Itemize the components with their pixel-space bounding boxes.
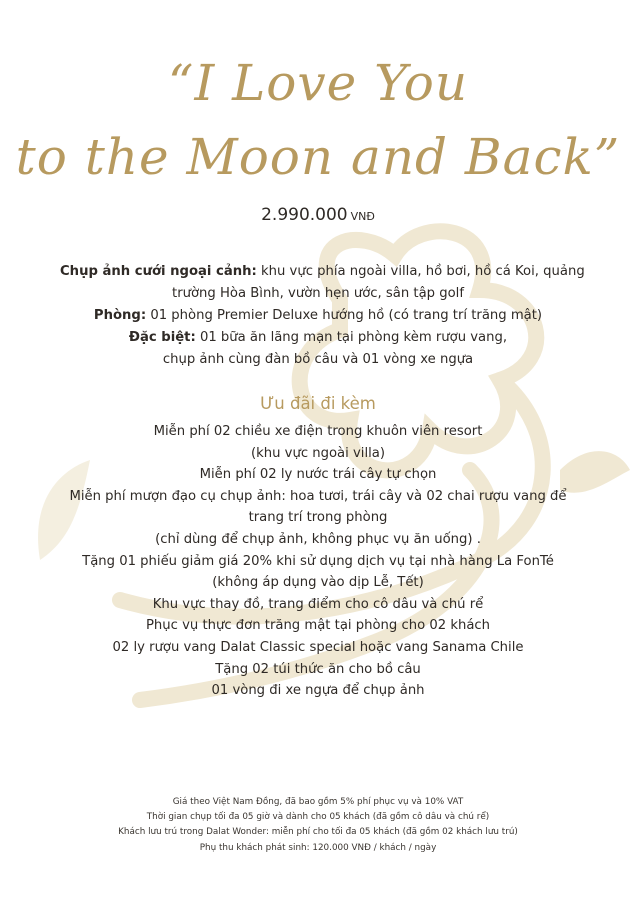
benefit-item: (không áp dụng vào dịp Lễ, Tết) (212, 575, 424, 591)
price-currency: VNĐ (350, 210, 375, 223)
package-details (60, 261, 585, 371)
benefit-item: Miễn phí 02 chiều xe điện trong khuôn viên resort (153, 424, 483, 439)
title-line-1: “I Love You (167, 54, 469, 112)
detail-line: trường Hòa Bình, vườn hẹn ước, sân tập golf (172, 286, 464, 301)
detail-line: Đặc biệt: 01 bữa ăn lãng mạn tại phòng kèm rượu vang, (128, 330, 508, 345)
footnote-line: Giá theo Việt Nam Đồng, đã bao gồm 5% phí phục vụ và 10% VAT (172, 797, 464, 807)
benefit-item: 02 ly rượu vang Dalat Classic special hoặc vang Sanama Chile (112, 639, 524, 655)
benefit-item: Miễn phí mượn đạo cụ chụp ảnh: hoa tươi, trái cây và 02 chai rượu vang để (69, 488, 567, 504)
benefit-item: Miễn phí 02 ly nước trái cây tự chọn (199, 467, 437, 483)
benefit-item: (khu vực ngoài villa) (250, 445, 386, 461)
benefit-item: Tặng 02 túi thức ăn cho bồ câu (215, 661, 421, 677)
detail-line: Phòng: 01 phòng Premier Deluxe hướng hồ (có trang trí trăng mật) (93, 308, 543, 323)
detail-line: chụp ảnh cùng đàn bồ câu và 01 vòng xe ngựa (162, 352, 474, 367)
benefit-item: 01 vòng đi xe ngựa để chụp ảnh (211, 683, 425, 699)
footnote-line: Phụ thu khách phát sinh: 120.000 VNĐ / khách / ngày (199, 842, 437, 853)
package-price (0, 205, 636, 225)
benefits-list (60, 421, 576, 702)
benefit-item: (chỉ dùng để chụp ảnh, không phục vụ ăn uống) . (155, 531, 481, 547)
price-amount: 2.990.000 (261, 205, 348, 225)
footnote-line: Khách lưu trú trong Dalat Wonder: miễn phí cho tối đa 05 khách (đã gồm 02 khách lưu trú) (118, 827, 518, 838)
benefit-item: Phục vụ thực đơn trăng mật tại phòng cho 02 khách (145, 618, 491, 634)
footnotes (0, 795, 636, 856)
benefit-item: trang trí trong phòng (248, 510, 388, 526)
benefit-item: Khu vực thay đồ, trang điểm cho cô dâu và chú rể (152, 596, 484, 612)
benefit-item: Tặng 01 phiếu giảm giá 20% khi sử dụng dịch vụ tại nhà hàng La FonTé (82, 553, 554, 569)
title-line-2: to the Moon and Back” (15, 128, 621, 186)
benefits-heading: Ưu đãi đi kèm (260, 394, 376, 413)
detail-line: Chụp ảnh cưới ngoại cảnh: khu vực phía ngoài villa, hồ bơi, hồ cá Koi, quảng (60, 264, 585, 279)
footnote-line: Thời gian chụp tối đa 05 giờ và dành cho 05 khách (đã gồm cô dâu và chú rể) (146, 812, 490, 823)
